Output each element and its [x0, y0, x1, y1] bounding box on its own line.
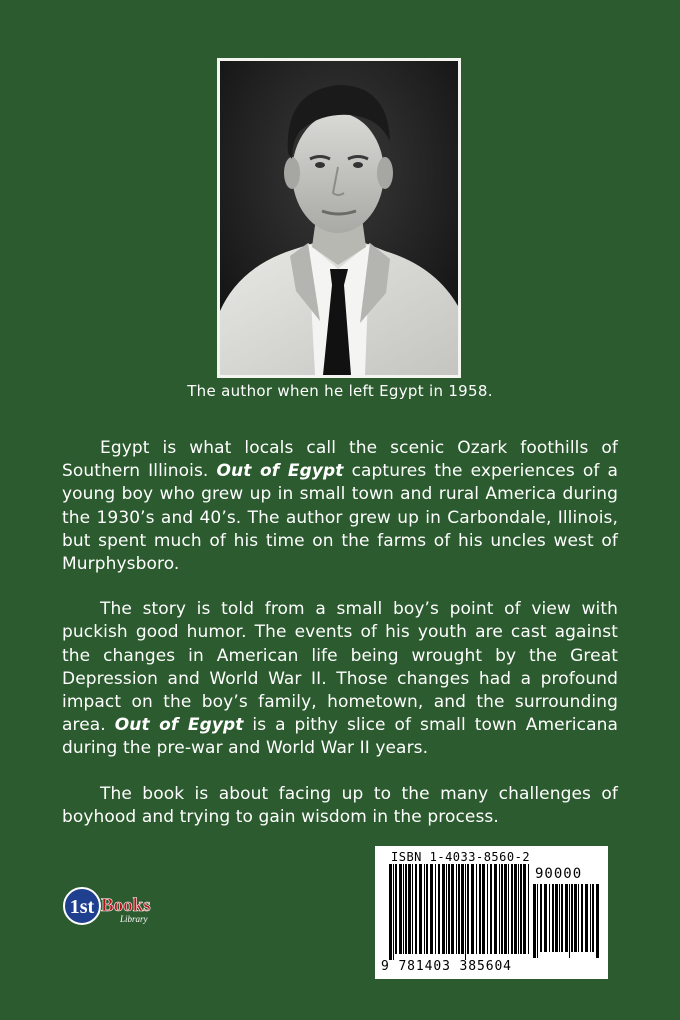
author-portrait-image [220, 61, 458, 375]
isbn-number: ISBN 1-4033-8560-2 [391, 850, 531, 864]
barcode-bar [523, 864, 526, 954]
barcode-bar [528, 864, 529, 954]
isbn-barcode [375, 846, 608, 979]
barcode-bar [490, 864, 492, 954]
logo-library: Library [120, 914, 148, 924]
barcode-bar [412, 864, 413, 954]
publisher-logo [62, 884, 166, 932]
barcode-bar [467, 864, 469, 954]
barcode-bar [508, 864, 509, 954]
barcode-bar [540, 884, 542, 952]
description-paragraph-2: The story is told from a small boy’s point of view with puckish good humor. The events of his youth are cast against the changes in American life being wrought by the Great Depression and World War II. Those changes had a profound impact on the boy’s family, hometown, and the surrounding area. Out of Egypt is a pithy slice of small town Americana during the pre-war and World War II years. [62, 599, 618, 759]
addon-barcode-bars [533, 884, 601, 958]
barcode-bar [415, 864, 417, 954]
barcode-bar [393, 864, 394, 960]
barcode-bar [482, 864, 485, 954]
barcode-bar [438, 864, 440, 954]
barcode-bar [408, 864, 411, 954]
barcode-bar [426, 864, 428, 954]
barcode-bar [514, 864, 517, 954]
barcode-bar [430, 864, 433, 954]
barcode-bar [537, 884, 538, 958]
barcode-bar [549, 884, 550, 952]
barcode-bar [581, 884, 583, 952]
barcode-bar [555, 884, 558, 952]
barcode-bar [569, 884, 570, 958]
barcode-bar [476, 864, 477, 954]
barcode-bar [442, 864, 445, 954]
barcode-bar [451, 864, 454, 954]
barcode-bar [518, 864, 519, 954]
barcode-bar [533, 884, 536, 958]
barcode-bar [405, 864, 407, 954]
barcode-bar [465, 864, 466, 960]
barcode-bar [479, 864, 481, 954]
barcode-bar [395, 864, 397, 954]
barcode-bar [458, 864, 460, 954]
barcode-bar [571, 884, 573, 952]
barcode-bar [504, 864, 507, 954]
barcode-bar [565, 884, 568, 952]
barcode-bar [456, 864, 457, 954]
barcode-bar [471, 864, 474, 954]
barcode-bar [461, 864, 464, 954]
barcode-bar [559, 884, 560, 952]
book-description [62, 437, 618, 851]
barcode-bar [511, 864, 513, 954]
description-paragraph-1: Egypt is what locals call the scenic Ozark foothills of Southern Illinois. Out of Egypt captures the experiences of a young boy who grew up in small town and rural America during the 1930’s and 40’s. The author grew up in Carbondale, Illinois, but spent much of his time on the farms of his uncles west of Murphysboro. [62, 438, 618, 575]
barcode-bar [487, 864, 488, 954]
barcode-bar [448, 864, 450, 954]
barcode-bar [501, 864, 503, 954]
barcode-bar [561, 884, 563, 952]
description-paragraph-3: The book is about facing up to the many challenges of boyhood and trying to gain wisdom in the process. [62, 783, 618, 827]
barcode-digits: 9 781403 385604 [381, 959, 512, 974]
barcode-bar [574, 884, 577, 952]
barcode-bar [590, 884, 591, 952]
barcode-bar [494, 864, 497, 954]
barcode-bar [419, 864, 422, 954]
price-code: 90000 [535, 866, 583, 882]
barcode-bar [578, 884, 579, 952]
author-photo [217, 58, 461, 378]
barcode-bar [446, 864, 447, 954]
barcode-bar [435, 864, 436, 954]
barcode-bar [389, 864, 392, 960]
logo-books: Books [101, 895, 151, 916]
logo-1st: 1st [69, 896, 95, 918]
barcode-bar [403, 864, 404, 954]
barcode-bar [499, 864, 500, 954]
barcode-bar [552, 884, 554, 952]
barcode-bar [424, 864, 425, 954]
barcode-bar [520, 864, 522, 954]
barcode-bar [585, 884, 588, 952]
ean-barcode-bars [389, 864, 529, 960]
barcode-bar [399, 864, 402, 954]
barcode-bar [544, 884, 547, 952]
photo-caption: The author when he left Egypt in 1958. [187, 382, 493, 400]
barcode-bar [592, 884, 594, 952]
barcode-bar [596, 884, 599, 958]
